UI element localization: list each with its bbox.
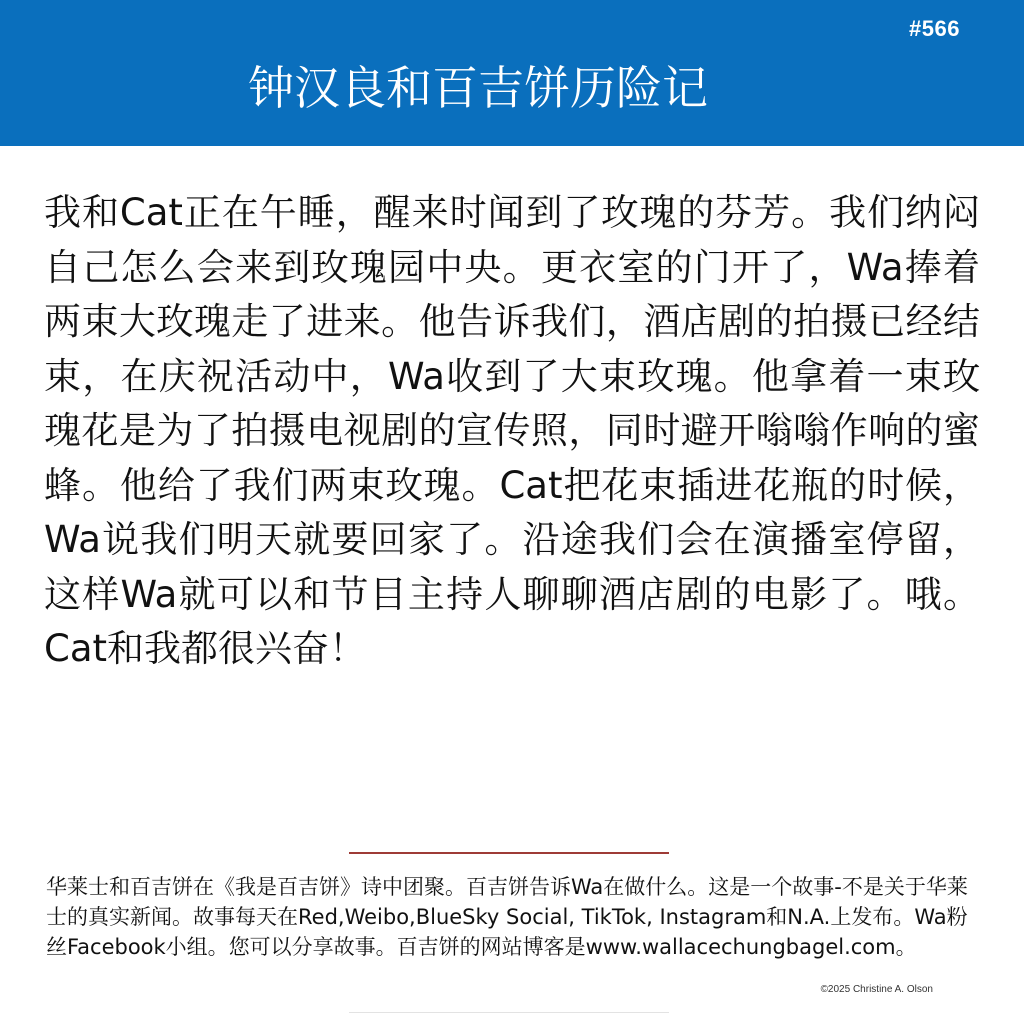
story-text: 我和Cat正在午睡，醒来时闻到了玫瑰的芬芳。我们纳闷自己怎么会来到玫瑰园中央。更衣室的门开了，Wa捧着两束大玫瑰走了进来。他告诉我们，酒店剧的拍摄已经结束，在庆祝活动中，Wa收到了大束玫瑰。他拿着一束玫瑰花是为了拍摄电视剧的宣传照，同时避开嗡嗡作响的蜜蜂。他给了我们两束玫瑰。Cat把花束插进花瓶的时候，Wa说我们明天就要回家了。沿途我们会在演播室停留，这样Wa就可以和节目主持人聊聊酒店剧的电影了。哦。Cat和我都很兴奋！ <box>44 191 980 670</box>
section-divider <box>349 852 669 854</box>
bottom-divider <box>349 1012 669 1013</box>
footer-note: 华莱士和百吉饼在《我是百吉饼》诗中团聚。百吉饼告诉Wa在做什么。这是一个故事-不是关于华莱士的真实新闻。故事每天在Red,Weibo,BlueSky Social, TikTok, Instagram和N.A.上发布。Wa粉丝Facebook小组。您可以分享故事。百吉饼的网站博客是www.wallacechungbagel.com。 <box>46 875 968 959</box>
page-title: 钟汉良和百吉饼历险记 <box>248 61 708 115</box>
copyright-notice: ©2025 Christine A. Olson <box>820 984 933 995</box>
header-banner <box>0 0 1024 146</box>
episode-number: #566 <box>909 16 960 41</box>
